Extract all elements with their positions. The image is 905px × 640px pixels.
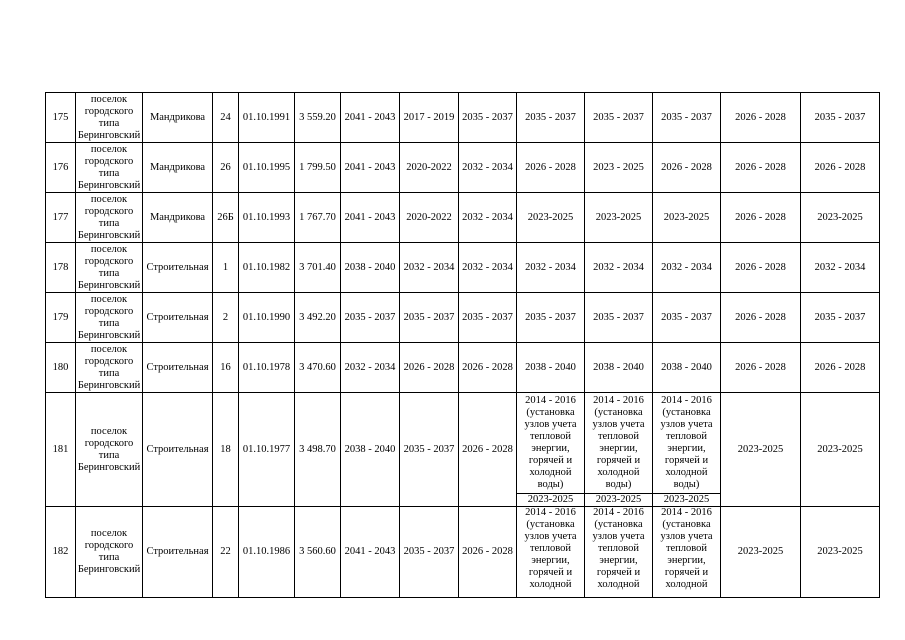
cell-number: 182 [46,507,76,598]
cell-period-4: 2035 - 2037 [517,93,585,143]
cell-period-6: 2026 - 2028 [653,143,721,193]
cell-settlement: поселок городского типа Беринговский [76,193,143,243]
cell-period-5: 2023 - 2025 [585,143,653,193]
cell-house: 26Б [213,193,239,243]
cell-period-8: 2035 - 2037 [801,293,880,343]
cell-area: 3 492.20 [295,293,341,343]
table-row [46,343,880,393]
cell-street: Строительная [143,343,213,393]
cell-period-7: 2023-2025 [721,393,801,507]
cell-date: 01.10.1993 [239,193,295,243]
cell-settlement: поселок городского типа Беринговский [76,343,143,393]
cell-period-2: 2035 - 2037 [400,507,459,598]
cell-number: 178 [46,243,76,293]
cell-period-8: 2026 - 2028 [801,343,880,393]
table-row [46,193,880,243]
metering-note: 2014 - 2016 (установка узлов учета тепловой энергии, горячей и холодной [660,507,713,590]
cell-period-7: 2026 - 2028 [721,93,801,143]
cell-area: 3 701.40 [295,243,341,293]
table-row [46,93,880,143]
cell-number: 175 [46,93,76,143]
cell-period-3: 2026 - 2028 [459,343,517,393]
cell-period-6 [653,393,721,507]
cell-period-1: 2032 - 2034 [341,343,400,393]
cell-street: Мандрикова [143,193,213,243]
cell-period-6: 2035 - 2037 [653,293,721,343]
cell-period-1: 2041 - 2043 [341,93,400,143]
cell-period-1: 2041 - 2043 [341,507,400,598]
cell-settlement: поселок городского типа Беринговский [76,143,143,193]
cell-period-8: 2023-2025 [801,193,880,243]
cell-period-8: 2023-2025 [801,507,880,598]
metering-note: 2014 - 2016 (установка узлов учета тепловой энергии, горячей и холодной воды) [524,395,577,490]
period-value: 2023-2025 [517,493,584,506]
cell-house: 22 [213,507,239,598]
cell-period-4: 2038 - 2040 [517,343,585,393]
cell-house: 18 [213,393,239,507]
cell-period-6: 2032 - 2034 [653,243,721,293]
cell-period-7: 2026 - 2028 [721,343,801,393]
period-value: 2023-2025 [585,493,652,506]
cell-period-1: 2038 - 2040 [341,243,400,293]
cell-period-8: 2032 - 2034 [801,243,880,293]
cell-period-4: 2032 - 2034 [517,243,585,293]
cell-settlement: поселок городского типа Беринговский [76,293,143,343]
cell-house: 24 [213,93,239,143]
cell-period-8: 2026 - 2028 [801,143,880,193]
cell-period-7: 2026 - 2028 [721,143,801,193]
document-table [45,92,880,598]
cell-period-5: 2035 - 2037 [585,93,653,143]
cell-period-5 [585,393,653,507]
metering-note: 2014 - 2016 (установка узлов учета тепловой энергии, горячей и холодной воды) [660,395,713,490]
cell-area: 3 470.60 [295,343,341,393]
cell-area: 3 560.60 [295,507,341,598]
cell-period-2: 2032 - 2034 [400,243,459,293]
cell-period-6: 2038 - 2040 [653,343,721,393]
cell-period-4 [517,507,585,598]
cell-period-2: 2020-2022 [400,143,459,193]
cell-number: 181 [46,393,76,507]
cell-date: 01.10.1995 [239,143,295,193]
cell-period-2: 2017 - 2019 [400,93,459,143]
cell-period-2: 2026 - 2028 [400,343,459,393]
cell-house: 26 [213,143,239,193]
cell-period-4: 2023-2025 [517,193,585,243]
metering-note: 2014 - 2016 (установка узлов учета тепловой энергии, горячей и холодной [592,507,645,590]
cell-street: Мандрикова [143,93,213,143]
table-row [46,143,880,193]
cell-number: 180 [46,343,76,393]
cell-period-3: 2032 - 2034 [459,243,517,293]
cell-period-7: 2026 - 2028 [721,193,801,243]
cell-house: 1 [213,243,239,293]
cell-settlement: поселок городского типа Беринговский [76,243,143,293]
cell-street: Мандрикова [143,143,213,193]
cell-area: 1 767.70 [295,193,341,243]
cell-street: Строительная [143,507,213,598]
cell-date: 01.10.1990 [239,293,295,343]
cell-date: 01.10.1977 [239,393,295,507]
cell-period-1: 2035 - 2037 [341,293,400,343]
cell-period-6: 2023-2025 [653,193,721,243]
cell-date: 01.10.1978 [239,343,295,393]
cell-period-1: 2041 - 2043 [341,193,400,243]
cell-period-6 [653,507,721,598]
cell-period-3: 2026 - 2028 [459,393,517,507]
cell-area: 3 559.20 [295,93,341,143]
cell-street: Строительная [143,293,213,343]
cell-period-4 [517,393,585,507]
cell-area: 1 799.50 [295,143,341,193]
table-row [46,243,880,293]
cell-number: 176 [46,143,76,193]
cell-period-5: 2038 - 2040 [585,343,653,393]
cell-period-8: 2035 - 2037 [801,93,880,143]
cell-period-1: 2041 - 2043 [341,143,400,193]
cell-period-2: 2020-2022 [400,193,459,243]
cell-period-6: 2035 - 2037 [653,93,721,143]
cell-period-5: 2023-2025 [585,193,653,243]
cell-date: 01.10.1982 [239,243,295,293]
cell-period-7: 2026 - 2028 [721,243,801,293]
cell-period-3: 2035 - 2037 [459,293,517,343]
table-row [46,393,880,507]
cell-period-2: 2035 - 2037 [400,393,459,507]
cell-period-5 [585,507,653,598]
cell-street: Строительная [143,243,213,293]
cell-period-5: 2032 - 2034 [585,243,653,293]
cell-date: 01.10.1986 [239,507,295,598]
cell-period-3: 2035 - 2037 [459,93,517,143]
cell-period-8: 2023-2025 [801,393,880,507]
cell-period-3: 2032 - 2034 [459,193,517,243]
cell-number: 177 [46,193,76,243]
cell-street: Строительная [143,393,213,507]
cell-house: 2 [213,293,239,343]
metering-note: 2014 - 2016 (установка узлов учета тепловой энергии, горячей и холодной воды) [592,395,645,490]
cell-period-4: 2035 - 2037 [517,293,585,343]
cell-number: 179 [46,293,76,343]
cell-period-3: 2032 - 2034 [459,143,517,193]
cell-period-7: 2023-2025 [721,507,801,598]
cell-settlement: поселок городского типа Беринговский [76,93,143,143]
cell-house: 16 [213,343,239,393]
cell-date: 01.10.1991 [239,93,295,143]
cell-period-4: 2026 - 2028 [517,143,585,193]
table-row [46,293,880,343]
cell-period-2: 2035 - 2037 [400,293,459,343]
cell-period-5: 2035 - 2037 [585,293,653,343]
cell-period-7: 2026 - 2028 [721,293,801,343]
cell-settlement: поселок городского типа Беринговский [76,393,143,507]
cell-period-3: 2026 - 2028 [459,507,517,598]
cell-area: 3 498.70 [295,393,341,507]
cell-period-1: 2038 - 2040 [341,393,400,507]
table-row [46,507,880,598]
cell-settlement: поселок городского типа Беринговский [76,507,143,598]
period-value: 2023-2025 [653,493,720,506]
metering-note: 2014 - 2016 (установка узлов учета тепловой энергии, горячей и холодной [524,507,577,590]
